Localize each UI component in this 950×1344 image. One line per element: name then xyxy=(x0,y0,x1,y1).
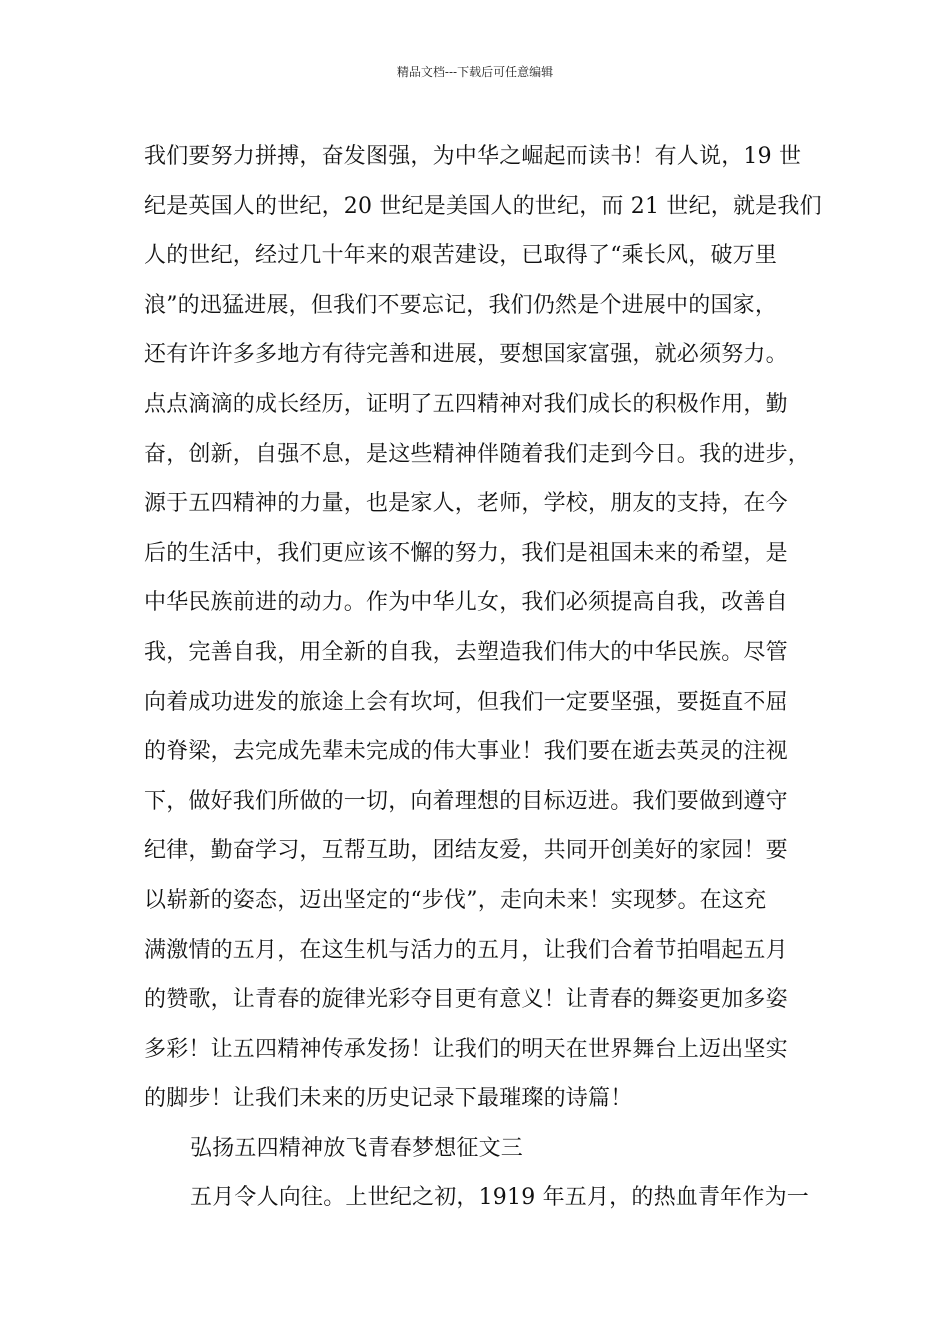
text-line: 点点滴滴的成长经历，证明了五四精神对我们成长的积极作用，勤 xyxy=(144,391,788,417)
text-line: 纪是英国人的世纪，20 世纪是美国人的世纪，而 21 世纪，就是我们 xyxy=(144,193,822,219)
text-line: 奋，创新，自强不息，是这些精神伴随着我们走到今日。我的进步， xyxy=(144,441,811,467)
text-line: 还有许许多多地方有待完善和进展，要想国家富强，就必须努力。 xyxy=(144,342,788,368)
text-line: 纪律，勤奋学习，互帮互助，团结友爱，共同开创美好的家园！要 xyxy=(144,838,788,864)
text-line: 我，完善自我，用全新的自我，去塑造我们伟大的中华民族。尽管 xyxy=(144,639,788,665)
text-line: 的脚步！让我们未来的历史记录下最璀璨的诗篇！ xyxy=(144,1086,633,1112)
text-line: 后的生活中，我们更应该不懈的努力，我们是祖国未来的希望，是 xyxy=(144,540,788,566)
paragraph-start: 五月令人向往。上世纪之初，1919 年五月，的热血青年作为一 xyxy=(190,1185,809,1211)
section-title: 弘扬五四精神放飞青春梦想征文三 xyxy=(190,1135,524,1161)
page-header: 精品文档---下载后可任意编辑 xyxy=(396,65,554,79)
text-line: 浪”的迅猛进展，但我们不要忘记，我们仍然是个进展中的国家， xyxy=(144,292,778,318)
text-line: 的赞歌，让青春的旋律光彩夺目更有意义！让青春的舞姿更加多姿 xyxy=(144,987,788,1013)
text-line: 向着成功进发的旅途上会有坎坷，但我们一定要坚强，要挺直不屈 xyxy=(144,689,788,715)
text-line: 的脊梁，去完成先辈未完成的伟大事业！我们要在逝去英灵的注视 xyxy=(144,739,788,765)
text-line: 下，做好我们所做的一切，向着理想的目标迈进。我们要做到遵守 xyxy=(144,788,788,814)
text-line: 人的世纪，经过几十年来的艰苦建设，已取得了“乘长风，破万里 xyxy=(144,243,778,269)
text-line: 我们要努力拼搏，奋发图强，为中华之崛起而读书！有人说，19 世 xyxy=(144,144,802,169)
document-body xyxy=(144,132,824,1223)
text-line: 源于五四精神的力量，也是家人，老师，学校，朋友的支持，在今 xyxy=(144,491,788,517)
text-line: 满激情的五月，在这生机与活力的五月，让我们合着节拍唱起五月 xyxy=(144,937,788,963)
text-line: 多彩！让五四精神传承发扬！让我们的明天在世界舞台上迈出坚实 xyxy=(144,1036,788,1062)
text-line: 以崭新的姿态，迈出坚定的“步伐”，走向未来！实现梦。在这充 xyxy=(144,887,767,913)
text-line: 中华民族前进的动力。作为中华儿女，我们必须提高自我，改善自 xyxy=(144,590,788,616)
